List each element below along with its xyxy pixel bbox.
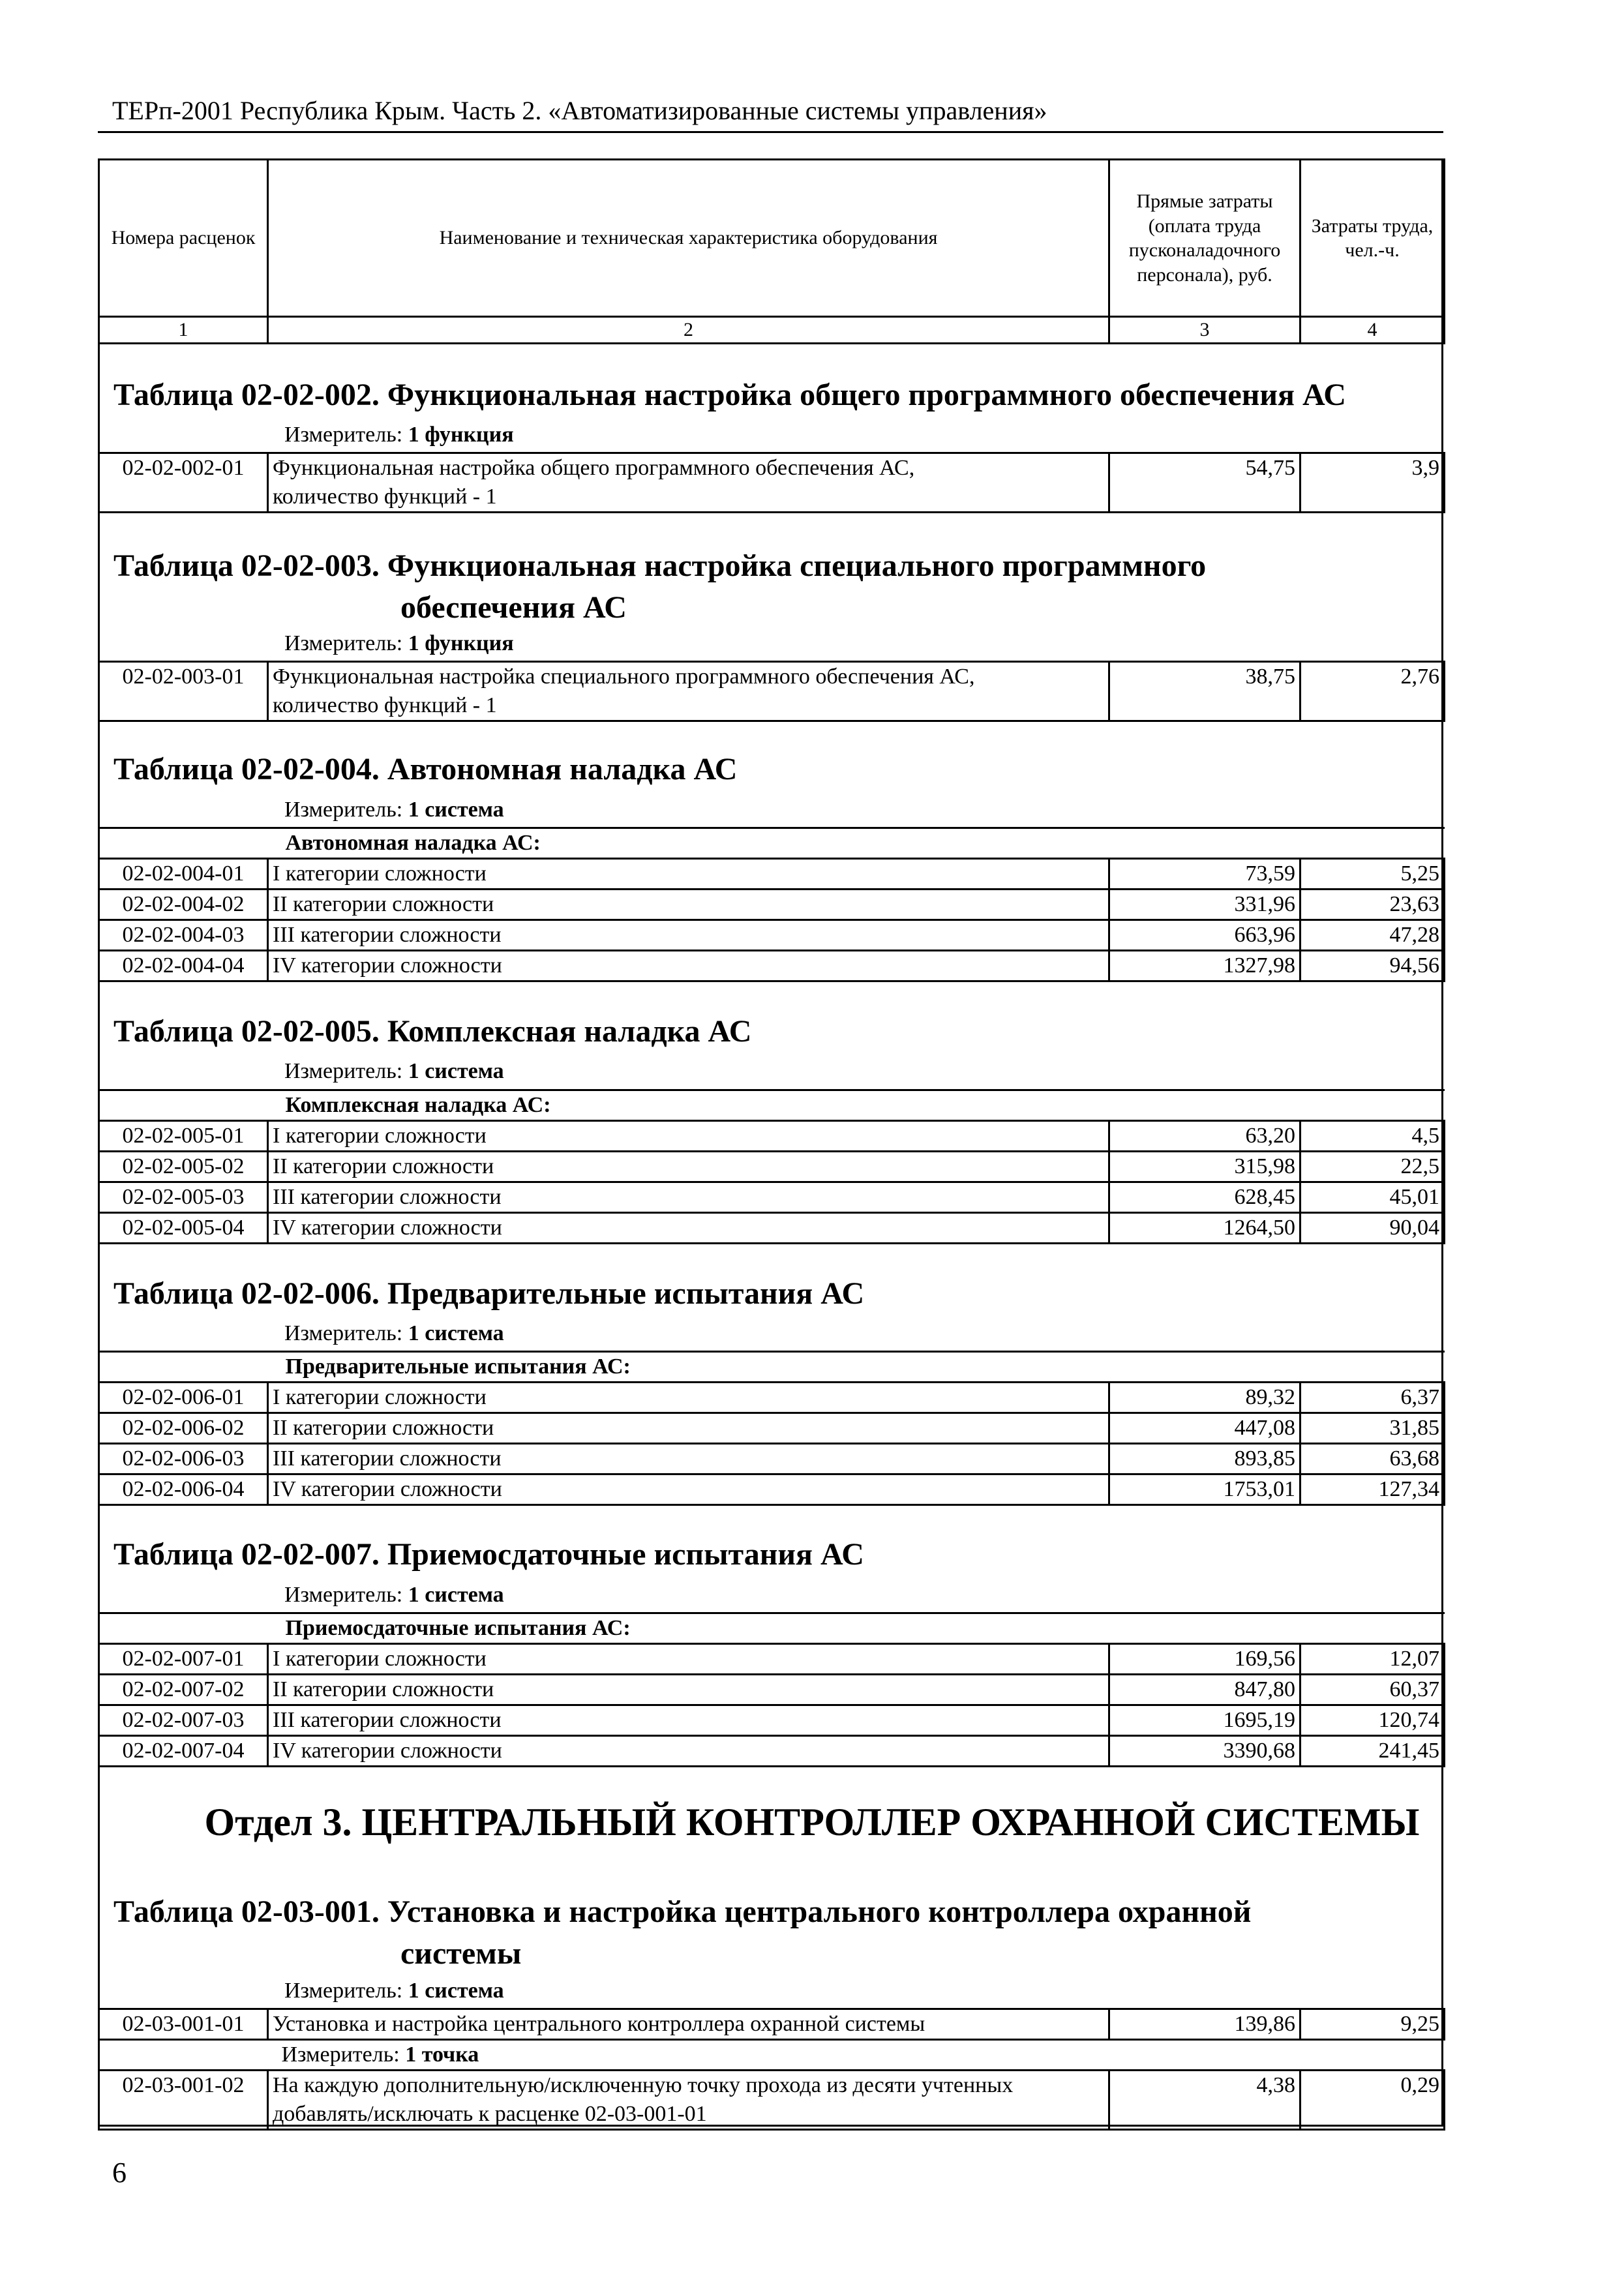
table-row — [99, 1121, 1445, 1152]
subheader-row — [99, 828, 1445, 859]
table-row — [99, 859, 1445, 890]
table-row — [99, 1182, 1445, 1213]
row-code: 02-02-005-03 — [99, 1182, 268, 1213]
row-cost: 73,59 — [1109, 859, 1301, 890]
row-name: II категории сложности — [268, 890, 1109, 920]
row-labor: 3,9 — [1301, 453, 1445, 513]
table-row — [99, 1736, 1445, 1767]
measure-02-02-006 — [284, 1321, 504, 1346]
table-row — [99, 890, 1445, 920]
col-header-name: Наименование и техническая характеристика оборудования — [268, 160, 1109, 317]
row-code: 02-02-006-01 — [99, 1383, 268, 1413]
row-name: III категории сложности — [268, 920, 1109, 951]
measure-value: 1 функция — [408, 423, 514, 447]
row-code: 02-02-007-02 — [99, 1675, 268, 1705]
table-row — [99, 1675, 1445, 1705]
row-name — [268, 2071, 1109, 2130]
row-code: 02-02-004-03 — [99, 920, 268, 951]
row-code: 02-02-006-03 — [99, 1444, 268, 1474]
table-row — [99, 1644, 1445, 1675]
row-cost: 1264,50 — [1109, 1213, 1301, 1244]
row-code: 02-02-003-01 — [99, 662, 268, 721]
table-row — [99, 453, 1445, 513]
row-cost: 331,96 — [1109, 890, 1301, 920]
rows-02-02-006 — [98, 1351, 1445, 1506]
measure-value: 1 система — [408, 1321, 504, 1345]
rows-02-02-007 — [98, 1612, 1445, 1767]
row-name: III категории сложности — [268, 1182, 1109, 1213]
col-number-2: 2 — [268, 317, 1109, 344]
row-name: I категории сложности — [268, 1644, 1109, 1675]
table-title-02-02-004: Таблица 02-02-004. Автономная наладка АС — [113, 752, 738, 786]
table-title-02-03-001 — [113, 1891, 1251, 1975]
subheader: Приемосдаточные испытания АС: — [99, 1613, 1445, 1644]
row-labor: 5,25 — [1301, 859, 1445, 890]
row-labor: 31,85 — [1301, 1413, 1445, 1444]
measure-row — [99, 2040, 1445, 2071]
measure-value: 1 система — [408, 1059, 504, 1083]
row-cost: 54,75 — [1109, 453, 1301, 513]
row-labor: 60,37 — [1301, 1675, 1445, 1705]
table-title-02-02-007: Таблица 02-02-007. Приемосдаточные испытания АС — [113, 1537, 864, 1572]
row-name: II категории сложности — [268, 1152, 1109, 1182]
col-number-1: 1 — [99, 317, 268, 344]
row-cost: 63,20 — [1109, 1121, 1301, 1152]
column-header — [98, 158, 1443, 344]
subheader-row — [99, 1613, 1445, 1644]
row-labor: 23,63 — [1301, 890, 1445, 920]
col-header-cost: Прямые затраты (оплата труда пусконаладочного персонала), руб. — [1109, 160, 1301, 317]
row-labor: 12,07 — [1301, 1644, 1445, 1675]
row-code: 02-02-005-04 — [99, 1213, 268, 1244]
row-labor: 90,04 — [1301, 1213, 1445, 1244]
rows-02-02-004 — [98, 827, 1445, 982]
table-row — [99, 1152, 1445, 1182]
row-code: 02-02-007-01 — [99, 1644, 268, 1675]
measure-02-03-001-b — [99, 2040, 1445, 2071]
row-name: II категории сложности — [268, 1675, 1109, 1705]
row-code: 02-03-001-01 — [99, 2009, 268, 2040]
row-code: 02-03-001-02 — [99, 2071, 268, 2130]
row-cost: 447,08 — [1109, 1413, 1301, 1444]
row-code: 02-02-005-01 — [99, 1121, 268, 1152]
row-labor: 4,5 — [1301, 1121, 1445, 1152]
row-name-line1: Функциональная настройка общего программного обеспечения АС, — [273, 456, 915, 480]
measure-02-02-007 — [284, 1583, 504, 1608]
table-title-line1: Таблица 02-03-001. Установка и настройка центрального контроллера охранной — [113, 1894, 1252, 1929]
subheader: Автономная наладка АС: — [99, 828, 1445, 859]
subheader: Предварительные испытания АС: — [99, 1352, 1445, 1383]
row-code: 02-02-004-04 — [99, 951, 268, 981]
measure-02-02-005 — [284, 1059, 504, 1084]
table-title-02-02-002: Таблица 02-02-002. Функциональная настройка общего программного обеспечения АС — [113, 378, 1346, 412]
row-name — [268, 453, 1109, 513]
row-cost: 1327,98 — [1109, 951, 1301, 981]
row-name-line2: количество функций - 1 — [273, 485, 497, 509]
row-cost: 169,56 — [1109, 1644, 1301, 1675]
table-title-line1: Таблица 02-02-003. Функциональная настройка специального программного — [113, 548, 1207, 583]
measure-value: 1 точка — [405, 2042, 479, 2067]
row-name: IV категории сложности — [268, 951, 1109, 981]
row-cost: 663,96 — [1109, 920, 1301, 951]
subheader-row — [99, 1352, 1445, 1383]
row-cost: 893,85 — [1109, 1444, 1301, 1474]
measure-label: Измеритель: — [284, 1979, 403, 2003]
row-cost: 3390,68 — [1109, 1736, 1301, 1767]
table-row — [99, 2009, 1445, 2040]
row-labor: 6,37 — [1301, 1383, 1445, 1413]
measure-02-02-003 — [284, 631, 514, 656]
row-cost: 1695,19 — [1109, 1705, 1301, 1736]
row-name — [268, 662, 1109, 721]
measure-02-02-004 — [284, 798, 504, 822]
row-name: I категории сложности — [268, 1383, 1109, 1413]
row-name: III категории сложности — [268, 1705, 1109, 1736]
table-row — [99, 920, 1445, 951]
measure-02-03-001-a — [284, 1979, 504, 2003]
table-row — [99, 1413, 1445, 1444]
row-name: IV категории сложности — [268, 1474, 1109, 1505]
table-row — [99, 1705, 1445, 1736]
row-name: IV категории сложности — [268, 1736, 1109, 1767]
measure-label: Измеритель: — [281, 2042, 400, 2067]
table-title-line2: обеспечения АС — [400, 590, 627, 625]
page-number: 6 — [112, 2157, 127, 2189]
row-name: III категории сложности — [268, 1444, 1109, 1474]
row-labor: 2,76 — [1301, 662, 1445, 721]
measure-value: 1 функция — [408, 631, 514, 655]
row-code: 02-02-004-02 — [99, 890, 268, 920]
row-labor: 45,01 — [1301, 1182, 1445, 1213]
measure-label: Измеритель: — [284, 1059, 403, 1083]
row-code: 02-02-006-04 — [99, 1474, 268, 1505]
row-cost: 38,75 — [1109, 662, 1301, 721]
row-labor: 127,34 — [1301, 1474, 1445, 1505]
section-heading-otdel-3: Отдел 3. ЦЕНТРАЛЬНЫЙ КОНТРОЛЛЕР ОХРАННОЙ СИСТЕМЫ — [204, 1801, 1420, 1844]
row-cost: 1753,01 — [1109, 1474, 1301, 1505]
col-header-codes: Номера расценок — [99, 160, 268, 317]
rows-02-02-003 — [98, 661, 1445, 722]
measure-label: Измеритель: — [284, 798, 403, 822]
row-name: IV категории сложности — [268, 1213, 1109, 1244]
row-code: 02-02-006-02 — [99, 1413, 268, 1444]
row-labor: 0,29 — [1301, 2071, 1445, 2130]
row-cost: 315,98 — [1109, 1152, 1301, 1182]
table-row — [99, 951, 1445, 981]
table-title-02-02-005: Таблица 02-02-005. Комплексная наладка АС — [113, 1014, 752, 1049]
measure-02-02-002 — [284, 423, 514, 447]
row-labor: 22,5 — [1301, 1152, 1445, 1182]
row-name-line1: Функциональная настройка специального программного обеспечения АС, — [273, 665, 975, 689]
row-name: Установка и настройка центрального контроллера охранной системы — [268, 2009, 1109, 2040]
row-labor: 47,28 — [1301, 920, 1445, 951]
row-labor: 63,68 — [1301, 1444, 1445, 1474]
row-cost: 89,32 — [1109, 1383, 1301, 1413]
row-name-line2: количество функций - 1 — [273, 693, 497, 717]
col-number-4: 4 — [1301, 317, 1445, 344]
row-cost: 139,86 — [1109, 2009, 1301, 2040]
row-labor: 241,45 — [1301, 1736, 1445, 1767]
measure-value: 1 система — [408, 1583, 504, 1607]
table-row — [99, 1444, 1445, 1474]
row-code: 02-02-002-01 — [99, 453, 268, 513]
rows-02-03-001 — [98, 2008, 1445, 2131]
measure-label: Измеритель: — [284, 1583, 403, 1607]
col-number-3: 3 — [1109, 317, 1301, 344]
table-row — [99, 1383, 1445, 1413]
row-code: 02-02-007-03 — [99, 1705, 268, 1736]
subheader-row — [99, 1090, 1445, 1121]
table-title-line2: системы — [400, 1936, 522, 1971]
row-cost: 4,38 — [1109, 2071, 1301, 2130]
table-row — [99, 1213, 1445, 1244]
col-header-labor: Затраты труда, чел.-ч. — [1301, 160, 1445, 317]
measure-label: Измеритель: — [284, 631, 403, 655]
measure-label: Измеритель: — [284, 1321, 403, 1345]
table-row — [99, 1474, 1445, 1505]
rows-02-02-002 — [98, 452, 1445, 513]
row-name-line1: На каждую дополнительную/исключенную точку прохода из десяти учтенных — [273, 2073, 1014, 2097]
table-title-02-02-006: Таблица 02-02-006. Предварительные испытания АС — [113, 1276, 865, 1311]
row-cost: 628,45 — [1109, 1182, 1301, 1213]
measure-value: 1 система — [408, 798, 504, 822]
measure-value: 1 система — [408, 1979, 504, 2003]
running-header: ТЕРп-2001 Республика Крым. Часть 2. «Автоматизированные системы управления» — [112, 96, 1047, 125]
row-labor: 9,25 — [1301, 2009, 1445, 2040]
row-name: II категории сложности — [268, 1413, 1109, 1444]
row-labor: 120,74 — [1301, 1705, 1445, 1736]
row-labor: 94,56 — [1301, 951, 1445, 981]
measure-label: Измеритель: — [284, 423, 403, 447]
row-cost: 847,80 — [1109, 1675, 1301, 1705]
rows-02-02-005 — [98, 1089, 1445, 1244]
row-code: 02-02-004-01 — [99, 859, 268, 890]
row-name: I категории сложности — [268, 1121, 1109, 1152]
row-name: I категории сложности — [268, 859, 1109, 890]
row-code: 02-02-007-04 — [99, 1736, 268, 1767]
subheader: Комплексная наладка АС: — [99, 1090, 1445, 1121]
row-code: 02-02-005-02 — [99, 1152, 268, 1182]
table-title-02-02-003 — [113, 545, 1206, 629]
row-name-line2: добавлять/исключать к расценке 02-03-001-01 — [273, 2102, 707, 2126]
table-row — [99, 2071, 1445, 2130]
header-rule — [98, 131, 1443, 133]
table-row — [99, 662, 1445, 721]
